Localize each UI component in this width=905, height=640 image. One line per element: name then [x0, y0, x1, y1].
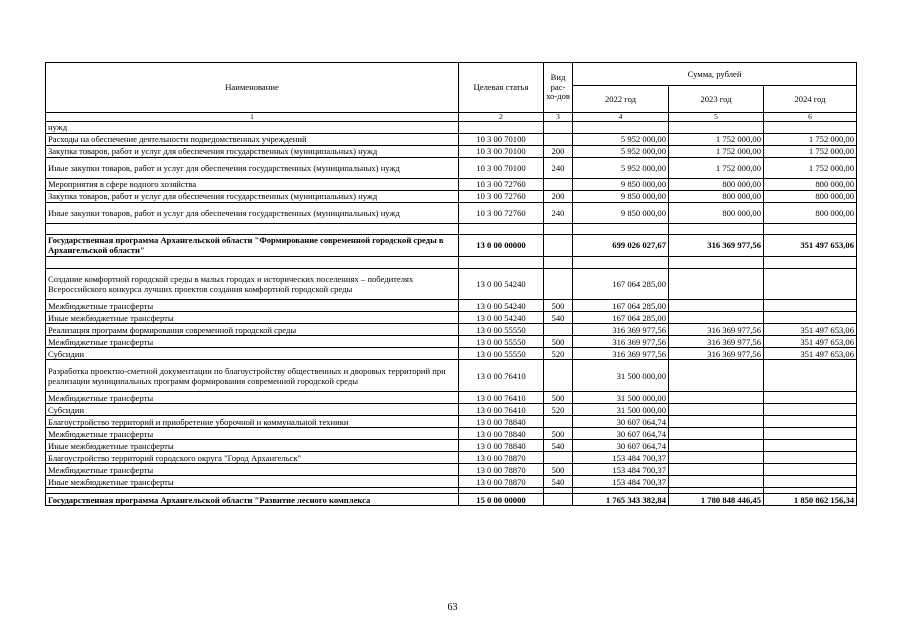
- row-sum-2024: 1 752 000,00: [764, 158, 857, 179]
- column-number-2: 2: [459, 113, 544, 122]
- row-expense-type: [544, 235, 573, 257]
- row-sum-2022: 1 765 343 382,84: [573, 494, 669, 506]
- row-sum-2023: 316 369 977,56: [669, 235, 764, 257]
- row-name: Межбюджетные трансферты: [46, 336, 459, 348]
- row-sum-2023: [669, 452, 764, 464]
- row-sum-2023: [669, 300, 764, 312]
- row-sum-2022: 30 607 064,74: [573, 416, 669, 428]
- row-expense-type: [544, 122, 573, 134]
- table-row: [46, 392, 857, 404]
- budget-table: [45, 62, 857, 506]
- row-expense-type: [544, 256, 573, 268]
- table-row: [46, 256, 857, 268]
- table-row: [46, 268, 857, 300]
- row-expense-type: 500: [544, 336, 573, 348]
- row-name: Иные межбюджетные трансферты: [46, 476, 459, 488]
- row-name: Закупка товаров, работ и услуг для обеспечения государственных (муниципальных) нужд: [46, 146, 459, 158]
- row-name: Закупка товаров, работ и услуг для обеспечения государственных (муниципальных) нужд: [46, 191, 459, 203]
- row-sum-2022: 167 064 285,00: [573, 300, 669, 312]
- row-sum-2022: 30 607 064,74: [573, 440, 669, 452]
- table-row: [46, 158, 857, 179]
- row-sum-2023: 316 369 977,56: [669, 336, 764, 348]
- row-expense-type: 500: [544, 428, 573, 440]
- row-sum-2022: [573, 256, 669, 268]
- table-row: [46, 494, 857, 506]
- table-row: [46, 235, 857, 257]
- row-sum-2022: 5 952 000,00: [573, 134, 669, 146]
- row-sum-2024: 351 497 653,06: [764, 324, 857, 336]
- row-name: [46, 256, 459, 268]
- row-name: Иные межбюджетные трансферты: [46, 440, 459, 452]
- table-row: [46, 122, 857, 134]
- row-sum-2024: [764, 464, 857, 476]
- table-row: [46, 191, 857, 203]
- row-target-article: 13 0 00 76410: [459, 392, 544, 404]
- row-sum-2023: [669, 416, 764, 428]
- row-sum-2024: [764, 404, 857, 416]
- row-name: Межбюджетные трансферты: [46, 300, 459, 312]
- row-expense-type: [544, 134, 573, 146]
- row-sum-2024: [764, 268, 857, 300]
- row-sum-2023: [669, 256, 764, 268]
- row-target-article: 13 0 00 78870: [459, 464, 544, 476]
- row-sum-2023: [669, 404, 764, 416]
- row-target-article: [459, 224, 544, 235]
- row-sum-2022: 316 369 977,56: [573, 348, 669, 360]
- row-expense-type: 200: [544, 191, 573, 203]
- table-row: [46, 312, 857, 324]
- row-sum-2022: 31 500 000,00: [573, 404, 669, 416]
- row-name: Субсидии: [46, 348, 459, 360]
- row-sum-2023: 316 369 977,56: [669, 348, 764, 360]
- row-sum-2022: 167 064 285,00: [573, 268, 669, 300]
- row-target-article: 13 0 00 78840: [459, 428, 544, 440]
- row-sum-2023: 1 780 848 446,45: [669, 494, 764, 506]
- row-sum-2024: [764, 452, 857, 464]
- column-number-3: 3: [544, 113, 573, 122]
- row-sum-2022: 167 064 285,00: [573, 312, 669, 324]
- table-row: [46, 203, 857, 224]
- row-target-article: 10 3 00 70100: [459, 146, 544, 158]
- row-sum-2024: 351 497 653,06: [764, 336, 857, 348]
- header-expense-type: Вид рас-хо-дов: [544, 63, 573, 113]
- row-sum-2022: 153 484 700,37: [573, 452, 669, 464]
- table-row: [46, 360, 857, 392]
- header-sum: Сумма, рублей: [573, 63, 857, 86]
- row-sum-2023: 800 000,00: [669, 203, 764, 224]
- row-name: нужд: [46, 122, 459, 134]
- table-row: [46, 300, 857, 312]
- row-name: Благоустройство территорий городского округа "Город Архангельск": [46, 452, 459, 464]
- row-expense-type: 540: [544, 440, 573, 452]
- row-target-article: 10 3 00 70100: [459, 134, 544, 146]
- table-row: [46, 452, 857, 464]
- row-target-article: 10 3 00 72760: [459, 179, 544, 191]
- row-sum-2024: 351 497 653,06: [764, 348, 857, 360]
- table-row: [46, 324, 857, 336]
- row-sum-2022: 153 484 700,37: [573, 464, 669, 476]
- row-sum-2022: [573, 122, 669, 134]
- table-row: [46, 440, 857, 452]
- column-number-4: 4: [573, 113, 669, 122]
- row-name: Иные закупки товаров, работ и услуг для обеспечения государственных (муниципальных) нужд: [46, 203, 459, 224]
- row-expense-type: [544, 179, 573, 191]
- table-row: [46, 404, 857, 416]
- row-sum-2023: [669, 464, 764, 476]
- row-name: Межбюджетные трансферты: [46, 428, 459, 440]
- row-target-article: 13 0 00 78840: [459, 440, 544, 452]
- row-sum-2024: [764, 360, 857, 392]
- row-sum-2023: [669, 360, 764, 392]
- row-expense-type: [544, 360, 573, 392]
- table-row: [46, 134, 857, 146]
- row-sum-2024: [764, 122, 857, 134]
- row-sum-2024: [764, 392, 857, 404]
- row-name: Государственная программа Архангельской области "Развитие лесного комплекса: [46, 494, 459, 506]
- header-target-article: Целевая статья: [459, 63, 544, 113]
- row-name: Создание комфортной городской среды в малых городах и исторических поселениях – победителях Всероссийского конкурса лучших проектов создания комфортной городской среды: [46, 268, 459, 300]
- row-name: Расходы на обеспечение деятельности подведомственных учреждений: [46, 134, 459, 146]
- row-target-article: 13 0 00 55550: [459, 348, 544, 360]
- row-expense-type: 500: [544, 464, 573, 476]
- row-sum-2022: 9 850 000,00: [573, 203, 669, 224]
- row-sum-2024: [764, 224, 857, 235]
- row-expense-type: 240: [544, 203, 573, 224]
- table-row: [46, 416, 857, 428]
- row-expense-type: 540: [544, 476, 573, 488]
- row-sum-2023: [669, 312, 764, 324]
- row-sum-2022: [573, 224, 669, 235]
- row-sum-2023: [669, 224, 764, 235]
- row-expense-type: [544, 268, 573, 300]
- row-target-article: [459, 256, 544, 268]
- table-row: [46, 146, 857, 158]
- row-target-article: 15 0 00 00000: [459, 494, 544, 506]
- table-row: [46, 464, 857, 476]
- row-name: Иные межбюджетные трансферты: [46, 312, 459, 324]
- row-target-article: 13 0 00 78840: [459, 416, 544, 428]
- row-sum-2022: 5 952 000,00: [573, 158, 669, 179]
- row-sum-2022: 31 500 000,00: [573, 360, 669, 392]
- row-target-article: 13 0 00 76410: [459, 360, 544, 392]
- column-number-1: 1: [46, 113, 459, 122]
- row-target-article: 13 0 00 00000: [459, 235, 544, 257]
- row-expense-type: [544, 416, 573, 428]
- row-sum-2024: 800 000,00: [764, 191, 857, 203]
- row-expense-type: 500: [544, 392, 573, 404]
- row-target-article: 13 0 00 54240: [459, 268, 544, 300]
- page-number: 63: [447, 602, 458, 613]
- row-sum-2022: 9 850 000,00: [573, 191, 669, 203]
- row-expense-type: 500: [544, 300, 573, 312]
- row-target-article: 10 3 00 72760: [459, 203, 544, 224]
- row-expense-type: 540: [544, 312, 573, 324]
- row-sum-2024: [764, 256, 857, 268]
- row-sum-2023: 1 752 000,00: [669, 134, 764, 146]
- row-sum-2023: [669, 268, 764, 300]
- row-sum-2022: 5 952 000,00: [573, 146, 669, 158]
- row-target-article: 13 0 00 55550: [459, 336, 544, 348]
- row-sum-2024: 1 752 000,00: [764, 134, 857, 146]
- row-target-article: 13 0 00 54240: [459, 300, 544, 312]
- row-sum-2024: 1 752 000,00: [764, 146, 857, 158]
- table-row: [46, 476, 857, 488]
- table-body: [46, 122, 857, 506]
- row-sum-2023: 800 000,00: [669, 191, 764, 203]
- row-name: Межбюджетные трансферты: [46, 392, 459, 404]
- row-expense-type: [544, 494, 573, 506]
- row-name: Разработка проектно-сметной документации по благоустройству общественных и дворовых территорий при реализации муниципальных программ формирования современной городской среды: [46, 360, 459, 392]
- row-target-article: 13 0 00 76410: [459, 404, 544, 416]
- row-sum-2023: 316 369 977,56: [669, 324, 764, 336]
- header-year-2024: 2024 год: [764, 86, 857, 113]
- table-row: [46, 179, 857, 191]
- row-sum-2022: 30 607 064,74: [573, 428, 669, 440]
- row-sum-2023: [669, 476, 764, 488]
- row-sum-2022: 31 500 000,00: [573, 392, 669, 404]
- row-sum-2024: [764, 300, 857, 312]
- row-target-article: [459, 122, 544, 134]
- row-sum-2023: 1 752 000,00: [669, 146, 764, 158]
- header-name: Наименование: [46, 63, 459, 113]
- table-row: [46, 348, 857, 360]
- table-row: [46, 336, 857, 348]
- row-name: Субсидии: [46, 404, 459, 416]
- column-number-6: 6: [764, 113, 857, 122]
- row-sum-2024: [764, 440, 857, 452]
- row-sum-2022: 153 484 700,37: [573, 476, 669, 488]
- table-row: [46, 224, 857, 235]
- column-number-5: 5: [669, 113, 764, 122]
- row-expense-type: 200: [544, 146, 573, 158]
- row-target-article: 13 0 00 54240: [459, 312, 544, 324]
- row-name: [46, 224, 459, 235]
- row-name: Государственная программа Архангельской области "Формирование современной городской среды в Архангельской области": [46, 235, 459, 257]
- row-target-article: 13 0 00 78870: [459, 452, 544, 464]
- row-sum-2023: 800 000,00: [669, 179, 764, 191]
- budget-table-sheet: [45, 62, 856, 506]
- row-sum-2023: 1 752 000,00: [669, 158, 764, 179]
- row-name: Благоустройство территорий и приобретение уборочной и коммунальной техники: [46, 416, 459, 428]
- row-sum-2024: 1 850 862 156,34: [764, 494, 857, 506]
- row-sum-2022: 316 369 977,56: [573, 336, 669, 348]
- row-target-article: 13 0 00 78870: [459, 476, 544, 488]
- row-target-article: 10 3 00 72760: [459, 191, 544, 203]
- row-name: Мероприятия в сфере водного хозяйства: [46, 179, 459, 191]
- row-sum-2024: [764, 416, 857, 428]
- header-year-2023: 2023 год: [669, 86, 764, 113]
- row-sum-2024: 800 000,00: [764, 179, 857, 191]
- row-sum-2024: [764, 476, 857, 488]
- row-target-article: 13 0 00 55550: [459, 324, 544, 336]
- row-expense-type: 520: [544, 348, 573, 360]
- table-row: [46, 428, 857, 440]
- row-name: Межбюджетные трансферты: [46, 464, 459, 476]
- row-sum-2024: 351 497 653,06: [764, 235, 857, 257]
- header-year-2022: 2022 год: [573, 86, 669, 113]
- row-expense-type: [544, 324, 573, 336]
- row-sum-2022: 316 369 977,56: [573, 324, 669, 336]
- row-sum-2023: [669, 122, 764, 134]
- row-name: Реализация программ формирования современной городской среды: [46, 324, 459, 336]
- row-expense-type: [544, 452, 573, 464]
- row-name: Иные закупки товаров, работ и услуг для обеспечения государственных (муниципальных) нужд: [46, 158, 459, 179]
- row-sum-2024: [764, 428, 857, 440]
- row-sum-2024: 800 000,00: [764, 203, 857, 224]
- row-sum-2023: [669, 440, 764, 452]
- row-sum-2023: [669, 392, 764, 404]
- row-expense-type: 520: [544, 404, 573, 416]
- row-sum-2024: [764, 312, 857, 324]
- row-sum-2023: [669, 428, 764, 440]
- row-sum-2022: 9 850 000,00: [573, 179, 669, 191]
- row-expense-type: [544, 224, 573, 235]
- row-sum-2022: 699 026 027,67: [573, 235, 669, 257]
- row-target-article: 10 3 00 70100: [459, 158, 544, 179]
- row-expense-type: 240: [544, 158, 573, 179]
